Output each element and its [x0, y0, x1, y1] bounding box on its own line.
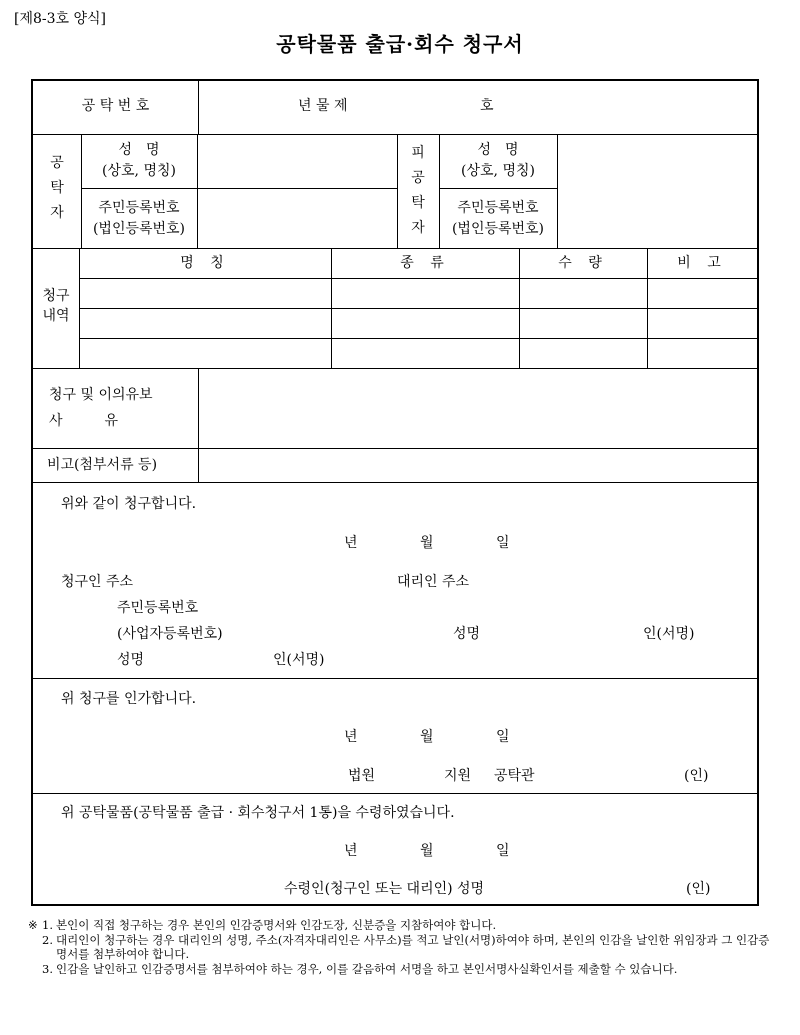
claim-header-name: 명 칭	[180, 255, 230, 271]
notes	[30, 918, 780, 977]
note-item	[30, 918, 780, 932]
claim-header-qty: 수 량	[558, 255, 608, 271]
depositee-name-label: 성 명	[477, 142, 519, 158]
divider	[33, 134, 757, 135]
receipt-date-day: 일	[496, 843, 510, 859]
note-num: 1.	[42, 918, 53, 932]
deposit-number-no: 호	[480, 98, 494, 114]
note-text: 대리인이 청구하는 경우 대리인의 성명, 주소(자격자대리인은 사무소)를 적고 날인(서명)하여야 하며, 본인의 인감을 날인한 위임장과 그 인감증명서를 첨부하여야 합니다.	[56, 933, 770, 961]
divider	[439, 188, 557, 189]
depositor-name-sub: (상호, 명칭)	[102, 163, 176, 179]
note-text: 인감을 날인하고 인감증명서를 첨부하여야 하는 경우, 이를 갈음하여 서명을 하고 본인서명사실확인서를 제출할 수 있습니다.	[56, 962, 678, 976]
note-num: 3.	[42, 962, 53, 976]
divider	[557, 134, 558, 249]
approval-date-month: 월	[420, 729, 434, 745]
receipt-text: 위 공탁물품(공탁물품 출급 · 회수청구서 1통)을 수령하였습니다.	[61, 805, 455, 821]
approval-branch: 지원	[444, 768, 472, 784]
depositee-name-sub: (상호, 명칭)	[461, 163, 535, 179]
approval-officer: 공탁관	[494, 768, 535, 784]
divider	[79, 278, 757, 279]
note-text: 본인이 직접 청구하는 경우 본인의 인감증명서와 인감도장, 신분증을 지참하여야 합니다.	[56, 918, 497, 932]
claim-label-1: 청구	[42, 288, 70, 304]
claimant-seal: 인(서명)	[273, 652, 325, 668]
divider	[33, 448, 757, 449]
declaration-date-month: 월	[420, 535, 434, 551]
divider	[79, 338, 757, 339]
claimant-address-label: 청구인 주소	[61, 574, 134, 590]
claim-header-note: 비 고	[677, 255, 727, 271]
approval-court: 법원	[348, 768, 376, 784]
receipt-seal: (인)	[686, 881, 711, 897]
divider	[33, 248, 757, 249]
note-mark: ※	[28, 918, 38, 932]
divider	[33, 482, 757, 483]
remarks-label: 비고(첨부서류 등)	[47, 457, 158, 473]
claim-header-type: 종 류	[400, 255, 450, 271]
depositee-id-label: 주민등록번호	[457, 200, 539, 216]
form-frame	[31, 79, 759, 906]
claimant-id-sub: (사업자등록번호)	[117, 626, 223, 642]
divider	[197, 134, 198, 249]
depositor-name-label: 성 명	[118, 142, 160, 158]
reason-label-2: 사 유	[49, 413, 119, 429]
deposit-number-year[interactable]: 년 물 제	[298, 98, 348, 114]
approval-seal: (인)	[684, 768, 709, 784]
divider	[198, 81, 199, 135]
claimant-name-label: 성명	[117, 652, 145, 668]
approval-text: 위 청구를 인가합니다.	[61, 691, 197, 707]
note-item	[30, 933, 780, 961]
agent-address-label: 대리인 주소	[397, 574, 470, 590]
depositee-label-1: 피	[411, 145, 425, 161]
divider	[79, 308, 757, 309]
receipt-receiver-label: 수령인(청구인 또는 대리인) 성명	[284, 881, 485, 897]
form-code: [제8-3호 양식]	[14, 11, 107, 27]
agent-seal: 인(서명)	[643, 626, 695, 642]
depositor-id-sub: (법인등록번호)	[92, 221, 186, 237]
claimant-id-label: 주민등록번호	[117, 600, 199, 616]
page-title: 공탁물품 출급·회수 청구서	[276, 32, 524, 56]
depositee-label-3: 탁	[411, 195, 425, 211]
note-num: 2.	[42, 933, 53, 947]
approval-date-year: 년	[344, 729, 358, 745]
reason-label-1: 청구 및 이의유보	[49, 387, 153, 403]
depositor-label-2: 탁	[50, 180, 64, 196]
depositee-id-sub: (법인등록번호)	[451, 221, 545, 237]
depositor-label-1: 공	[50, 155, 64, 171]
depositor-label-3: 자	[50, 205, 64, 221]
claim-label-2: 내역	[42, 308, 70, 324]
note-item	[30, 962, 780, 976]
declaration-date-day: 일	[496, 535, 510, 551]
declaration-text: 위와 같이 청구합니다.	[61, 496, 197, 512]
divider	[33, 793, 757, 794]
receipt-date-year: 년	[344, 843, 358, 859]
agent-name-label: 성명	[453, 626, 481, 642]
divider	[198, 368, 199, 483]
divider	[81, 188, 397, 189]
receipt-date-month: 월	[420, 843, 434, 859]
deposit-number-label: 공 탁 번 호	[81, 98, 150, 114]
declaration-date-year: 년	[344, 535, 358, 551]
depositee-label-2: 공	[411, 170, 425, 186]
divider	[33, 678, 757, 679]
approval-date-day: 일	[496, 729, 510, 745]
depositee-label-4: 자	[411, 220, 425, 236]
divider	[33, 368, 757, 369]
depositor-id-label: 주민등록번호	[98, 200, 180, 216]
